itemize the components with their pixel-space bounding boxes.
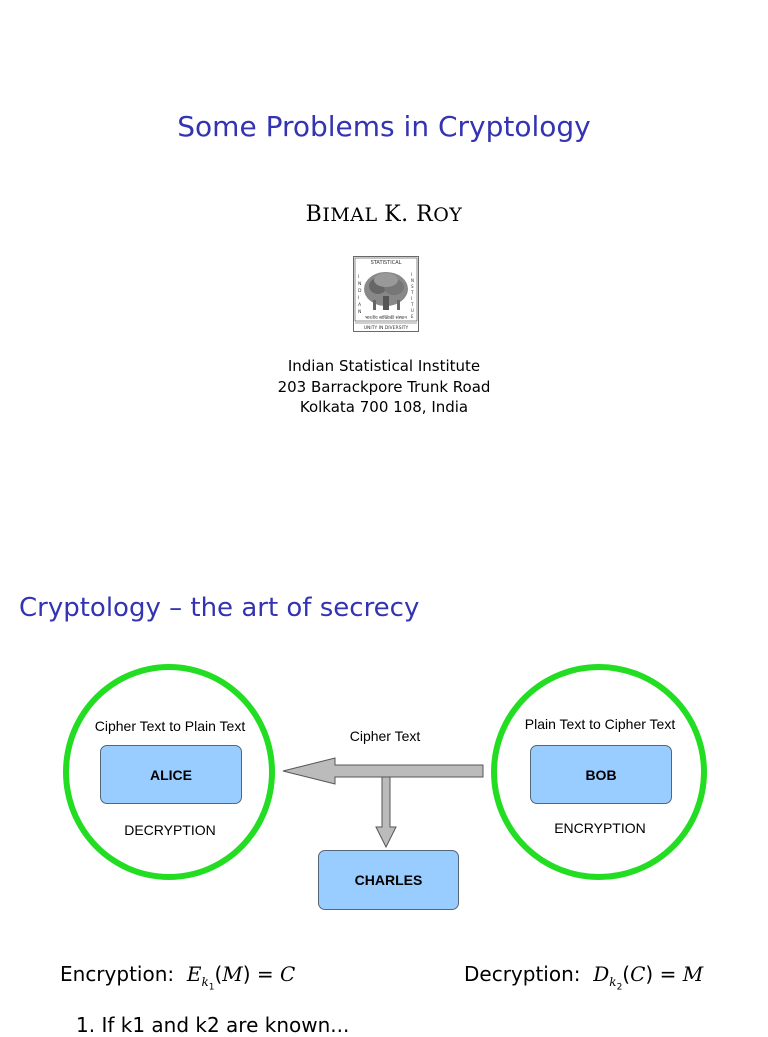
right-footer: ENCRYPTION [554, 820, 646, 836]
list-item: 1. If k1 and k2 are known... [76, 1013, 350, 1037]
alice-box: ALICE [100, 745, 242, 804]
left-caption: Cipher Text to Plain Text [94, 718, 246, 734]
affiliation-line: 203 Barrackpore Trunk Road [277, 377, 491, 396]
svg-text:N: N [411, 278, 414, 283]
decryption-formula [464, 962, 703, 992]
svg-text:A: A [358, 303, 362, 308]
author-name: BIMAL K. ROY [305, 202, 463, 227]
svg-text:T: T [411, 302, 414, 307]
svg-text:D: D [358, 289, 362, 294]
slide-title: Cryptology – the art of secrecy [19, 593, 420, 623]
svg-text:STATISTICAL: STATISTICAL [370, 260, 402, 266]
svg-text:I: I [358, 275, 360, 280]
svg-text:S: S [411, 284, 414, 289]
decryption-equation: $D_{k_2}(C) = M$ [593, 962, 704, 993]
encryption-equation: $E_{k_1}(M) = C$ [186, 962, 296, 993]
affiliation [0, 356, 768, 418]
charles-box: CHARLES [318, 850, 459, 910]
encryption-label: Encryption: [60, 962, 175, 986]
left-footer: DECRYPTION [124, 822, 216, 838]
svg-text:I: I [411, 272, 413, 277]
svg-text:I: I [358, 296, 360, 301]
svg-text:N: N [358, 310, 362, 315]
affiliation-line: Kolkata 700 108, India [299, 398, 469, 416]
cipher-arrows [280, 755, 490, 850]
slide-title: Some Problems in Cryptology [177, 110, 591, 143]
svg-text:E: E [411, 314, 414, 319]
bob-box: BOB [530, 745, 672, 804]
encryption-formula [60, 962, 295, 992]
arrow-label: Cipher Text [349, 728, 421, 744]
svg-text:I: I [411, 296, 413, 301]
svg-text:T: T [411, 290, 414, 295]
svg-text:U: U [411, 308, 414, 313]
svg-text:UNITY IN DIVERSITY: UNITY IN DIVERSITY [363, 326, 409, 331]
svg-text:भारतीय सांख्यिकी संस्थान: भारतीय सांख्यिकी संस्थान [365, 316, 407, 321]
right-caption: Plain Text to Cipher Text [524, 716, 676, 732]
decryption-label: Decryption: [464, 962, 581, 986]
institute-logo [353, 256, 419, 332]
affiliation-line: Indian Statistical Institute [287, 357, 481, 375]
svg-text:N: N [358, 282, 362, 287]
